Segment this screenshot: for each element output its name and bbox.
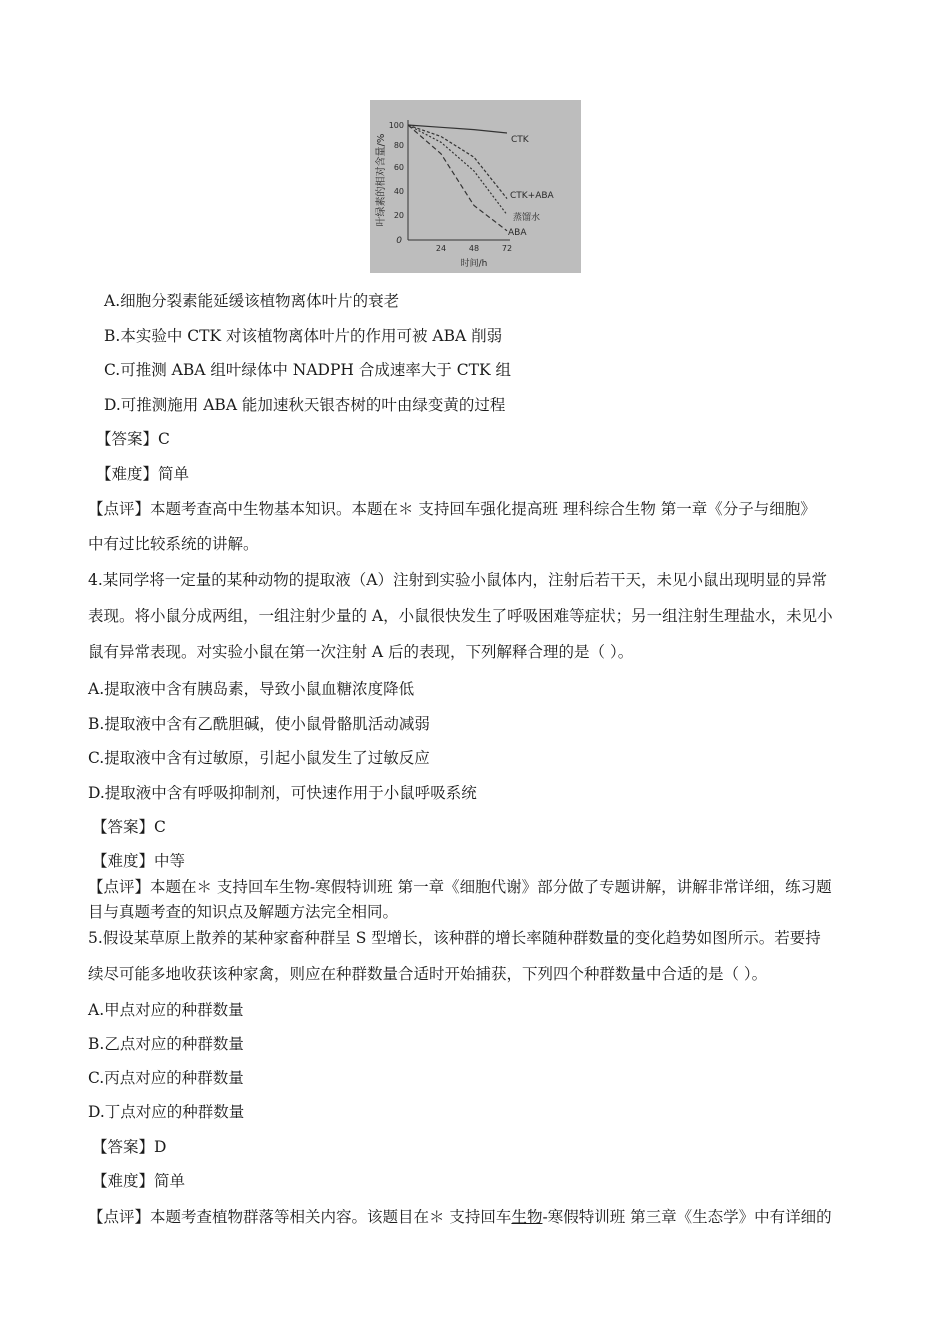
legend-water: 蒸馏水: [513, 213, 541, 223]
x-tick-24: 24: [435, 244, 447, 253]
y-tick-40: 40: [393, 187, 404, 196]
q4-comment-line2: 目与真题考查的知识点及解题方法完全相同。: [88, 903, 399, 921]
chart-series: [408, 125, 507, 231]
q5-stem-line1: 5.假设某草原上散养的某种家畜种群呈 S 型增长，该种群的增长率随种群数量的变化趋势如图所示。若要持: [88, 929, 821, 947]
legend-aba: ABA: [508, 228, 527, 238]
q3-comment-line2: 中有过比较系统的讲解。: [88, 535, 259, 553]
q4-option-a: A.提取液中含有胰岛素，导致小鼠血糖浓度降低: [88, 680, 415, 698]
q5-option-c: C.丙点对应的种群数量: [88, 1069, 244, 1087]
q3-option-d: D.可推测施用 ABA 能加速秋天银杏树的叶由绿变黄的过程: [104, 396, 506, 414]
q5-comment-part1: 【点评】本题考查植物群落等相关内容。该题目在＊ 支持回车: [88, 1208, 512, 1226]
q5-stem-line2: 续尽可能多地收获该种家禽，则应在种群数量合适时开始捕获，下列四个种群数量中合适的是（ ）。: [88, 965, 768, 983]
q3-answer: 【答案】C: [96, 430, 170, 448]
chart-svg: [370, 100, 581, 273]
q5-option-d: D.丁点对应的种群数量: [88, 1103, 245, 1121]
q3-option-c: C.可推测 ABA 组叶绿体中 NADPH 合成速率大于 CTK 组: [104, 361, 511, 379]
series-line-4: [408, 125, 507, 231]
x-tick-48: 48: [468, 244, 480, 253]
q3-option-b: B.本实验中 CTK 对该植物离体叶片的作用可被 ABA 削弱: [104, 327, 503, 345]
q5-difficulty: 【难度】简单: [92, 1172, 186, 1190]
q4-option-d: D.提取液中含有呼吸抑制剂，可快速作用于小鼠呼吸系统: [88, 784, 477, 802]
q5-comment: [88, 1205, 832, 1227]
series-line-1: [408, 125, 507, 133]
q5-comment-underlined: 生物: [511, 1208, 543, 1226]
x-tick-72: 72: [501, 244, 513, 253]
q5-option-a: A.甲点对应的种群数量: [88, 1001, 244, 1019]
q4-stem-line3: 鼠有异常表现。对实验小鼠在第一次注射 A 后的表现，下列解释合理的是（ ）。: [88, 643, 634, 661]
q4-answer: 【答案】C: [92, 818, 166, 836]
q3-comment-line1: 【点评】本题考查高中生物基本知识。本题在＊ 支持回车强化提高班 理科综合生物 第一章《分子与细胞》: [88, 500, 816, 518]
chart-xlabel: 时间/h: [460, 259, 488, 269]
legend-ctk-aba: CTK+ABA: [510, 191, 554, 201]
y-tick-0: 0: [396, 236, 402, 246]
chlorophyll-chart: [370, 100, 581, 273]
y-tick-100: 100: [388, 121, 404, 130]
q3-option-a: A.细胞分裂素能延缓该植物离体叶片的衰老: [104, 292, 400, 310]
q4-difficulty: 【难度】中等: [92, 852, 186, 870]
q4-stem-line2: 表现。将小鼠分成两组，一组注射少量的 A，小鼠很快发生了呼吸困难等症状；另一组注射生理盐水，未见小: [88, 607, 833, 625]
y-tick-20: 20: [393, 211, 404, 220]
chart-ylabel: 叶绿素的相对含量/%: [376, 133, 387, 227]
series-line-2: [408, 125, 507, 199]
q3-difficulty: 【难度】简单: [96, 465, 190, 483]
q4-stem-line1: 4.某同学将一定量的某种动物的提取液（A）注射到实验小鼠体内，注射后若干天，未见小鼠出现明显的异常: [88, 571, 827, 589]
q5-option-b: B.乙点对应的种群数量: [88, 1035, 244, 1053]
q4-option-c: C.提取液中含有过敏原，引起小鼠发生了过敏反应: [88, 749, 430, 767]
q5-answer: 【答案】D: [92, 1138, 167, 1156]
y-tick-60: 60: [393, 163, 404, 172]
q4-comment-line1: 【点评】本题在＊ 支持回车生物-寒假特训班 第一章《细胞代谢》部分做了专题讲解，讲解非常详细，练习题: [88, 878, 832, 896]
q4-option-b: B.提取液中含有乙酰胆碱，使小鼠骨骼肌活动减弱: [88, 715, 430, 733]
legend-ctk: CTK: [511, 135, 529, 145]
q5-comment-part2: -寒假特训班 第三章《生态学》中有详细的: [542, 1208, 832, 1226]
y-tick-80: 80: [393, 141, 404, 150]
